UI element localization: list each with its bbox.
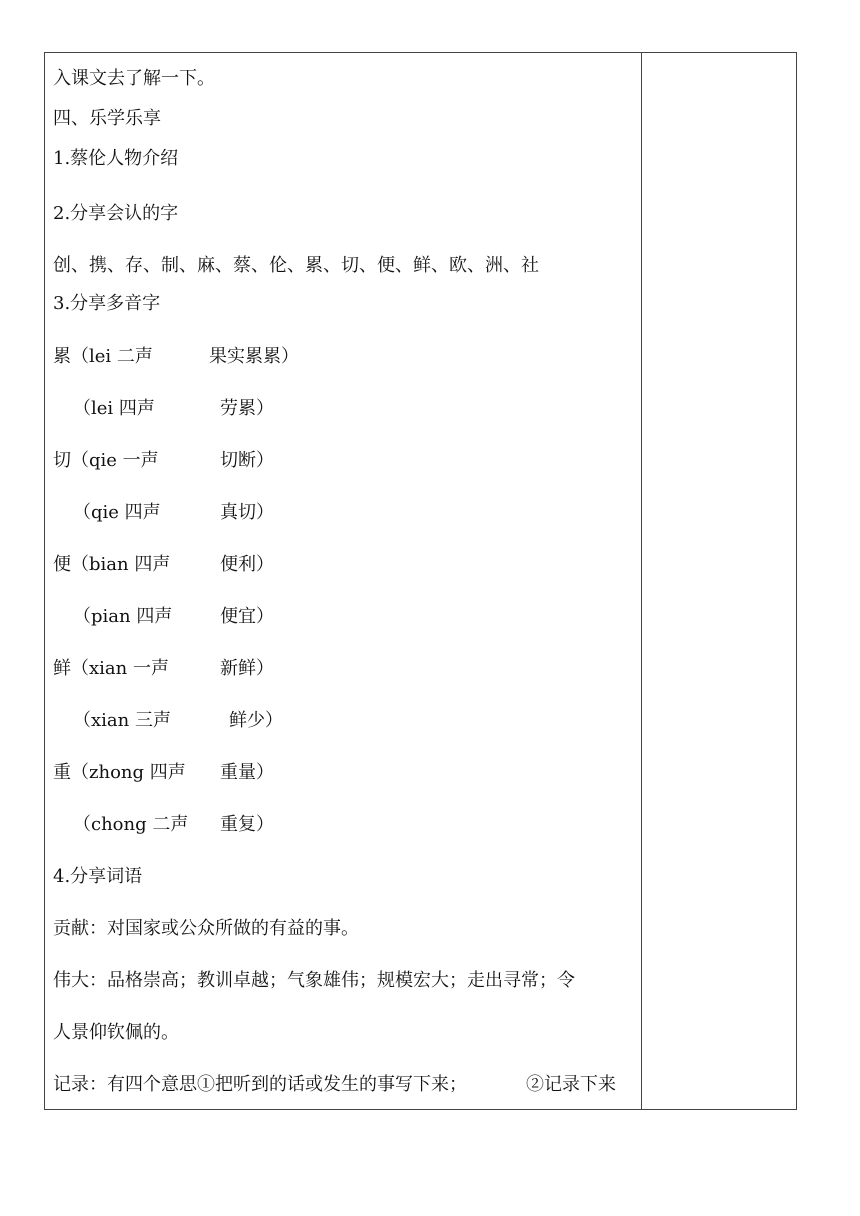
polyphone-chong-example: 重复） [220, 814, 274, 835]
polyphone-qie-example-2: 真切） [220, 502, 274, 523]
item-3-heading: 3.分享多音字 [53, 293, 161, 314]
polyphone-chong-reading: （chong 二声 [73, 814, 189, 835]
polyphone-qie-reading-2: （qie 四声 [73, 502, 161, 523]
word-weida-definition: 伟大：品格崇高；教训卓越；气象雄伟；规模宏大；走出寻常；令 [53, 970, 575, 991]
item-4-heading: 4.分享词语 [53, 866, 143, 887]
word-gongxian-definition: 贡献：对国家或公众所做的有益的事。 [53, 918, 359, 939]
polyphone-pian-reading: （pian 四声 [73, 606, 173, 627]
polyphone-bian-example: 便利） [220, 554, 274, 575]
polyphone-lei-example-2: 劳累） [220, 398, 274, 419]
polyphone-zhong-reading: 重（zhong 四声 [53, 762, 186, 783]
polyphone-lei-reading: 累（lei 二声 [53, 346, 153, 367]
polyphone-xian-reading: 鲜（xian 一声 [53, 658, 169, 679]
item-1-heading: 1.蔡伦人物介绍 [53, 148, 179, 169]
polyphone-lei-example: 果实累累） [209, 346, 299, 367]
recognized-characters: 创、携、存、制、麻、蔡、伦、累、切、便、鲜、欧、洲、社 [53, 255, 539, 276]
polyphone-zhong-example: 重量） [220, 762, 274, 783]
column-divider [641, 52, 642, 1110]
polyphone-qie-reading: 切（qie 一声 [53, 450, 159, 471]
polyphone-xian-reading-2: （xian 三声 [73, 710, 171, 731]
polyphone-xian-example-2: 鲜少） [229, 710, 283, 731]
polyphone-bian-reading: 便（bian 四声 [53, 554, 171, 575]
polyphone-xian-example: 新鲜） [220, 658, 274, 679]
word-jilu-definition-cont: ②记录下来 [526, 1074, 616, 1095]
text-line-continuation: 入课文去了解一下。 [53, 68, 215, 89]
section-heading: 四、乐学乐享 [53, 108, 161, 129]
polyphone-qie-example: 切断） [220, 450, 274, 471]
word-weida-definition-cont: 人景仰钦佩的。 [53, 1022, 179, 1043]
polyphone-lei-reading-2: （lei 四声 [73, 398, 155, 419]
item-2-heading: 2.分享会认的字 [53, 203, 179, 224]
polyphone-pian-example: 便宜） [220, 606, 274, 627]
word-jilu-definition: 记录：有四个意思①把听到的话或发生的事写下来； [53, 1074, 467, 1095]
